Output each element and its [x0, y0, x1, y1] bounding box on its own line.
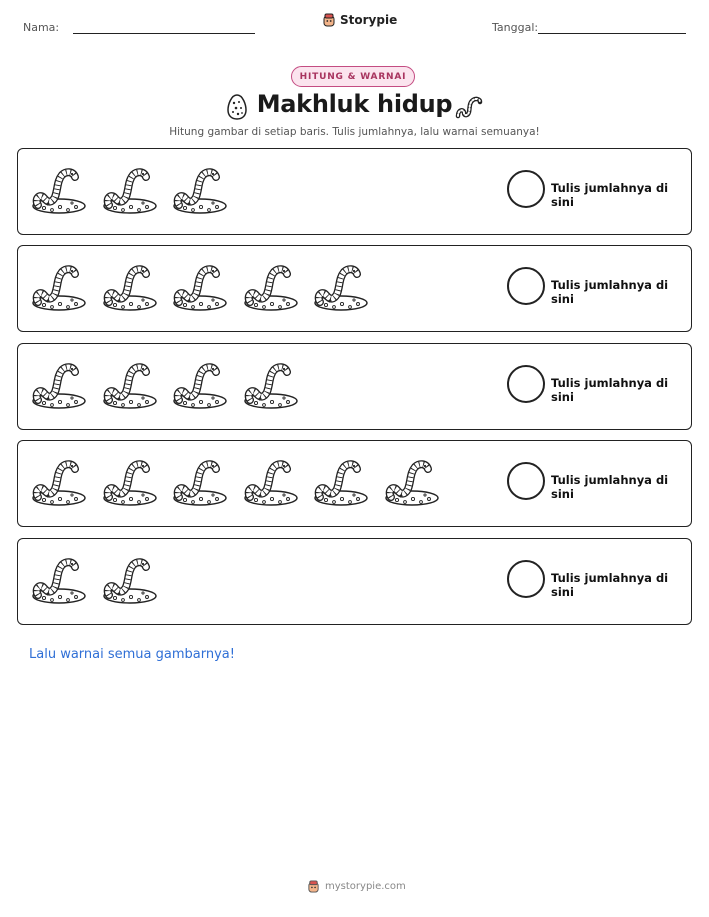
counting-row: [17, 148, 692, 235]
footer-note: Lalu warnai semua gambarnya!: [29, 647, 235, 662]
worm-icon: [455, 94, 485, 120]
date-label: Tanggal:: [492, 21, 539, 34]
activity-badge: HITUNG & WARNAI: [291, 66, 415, 87]
name-label: Nama:: [23, 21, 60, 34]
worm-on-dirt-icon: [101, 165, 159, 215]
instruction-text: Hitung gambar di setiap baris. Tulis jumlahnya, lalu warnai semuanya!: [169, 126, 540, 138]
answer-circle[interactable]: [507, 170, 545, 208]
worm-on-dirt-icon: [171, 457, 229, 507]
worm-on-dirt-icon: [242, 262, 300, 312]
worm-on-dirt-icon: [30, 165, 88, 215]
worm-on-dirt-icon: [101, 457, 159, 507]
counting-row: [17, 440, 692, 527]
answer-circle[interactable]: [507, 560, 545, 598]
worm-on-dirt-icon: [30, 555, 88, 605]
worm-on-dirt-icon: [30, 262, 88, 312]
answer-circle[interactable]: [507, 267, 545, 305]
worm-on-dirt-icon: [383, 457, 441, 507]
worm-on-dirt-icon: [242, 360, 300, 410]
title-row: [0, 90, 709, 126]
worm-on-dirt-icon: [101, 360, 159, 410]
date-line[interactable]: [538, 33, 686, 34]
worm-on-dirt-icon: [30, 360, 88, 410]
worm-on-dirt-icon: [312, 457, 370, 507]
answer-label: Tulis jumlahnya di sini: [551, 571, 669, 599]
page-title: Makhluk hidup: [256, 90, 453, 118]
worm-on-dirt-icon: [30, 457, 88, 507]
counting-row: [17, 343, 692, 430]
answer-label: Tulis jumlahnya di sini: [551, 376, 669, 404]
worm-on-dirt-icon: [171, 262, 229, 312]
counting-row: [17, 245, 692, 332]
page-header: [0, 0, 709, 50]
answer-label: Tulis jumlahnya di sini: [551, 181, 669, 209]
worm-on-dirt-icon: [242, 457, 300, 507]
storypie-mascot-icon: [307, 880, 320, 893]
brand-name: Storypie: [340, 13, 398, 27]
brand-logo: [322, 13, 397, 27]
site-footer: [307, 880, 406, 893]
storypie-mascot-icon: [322, 13, 336, 27]
answer-label: Tulis jumlahnya di sini: [551, 278, 669, 306]
worm-on-dirt-icon: [101, 555, 159, 605]
answer-circle[interactable]: [507, 462, 545, 500]
worm-on-dirt-icon: [171, 360, 229, 410]
answer-circle[interactable]: [507, 365, 545, 403]
counting-row: [17, 538, 692, 625]
site-url: mystorypie.com: [325, 881, 406, 892]
answer-label: Tulis jumlahnya di sini: [551, 473, 669, 501]
worm-on-dirt-icon: [312, 262, 370, 312]
worm-on-dirt-icon: [101, 262, 159, 312]
worm-on-dirt-icon: [171, 165, 229, 215]
name-line[interactable]: [73, 33, 255, 34]
